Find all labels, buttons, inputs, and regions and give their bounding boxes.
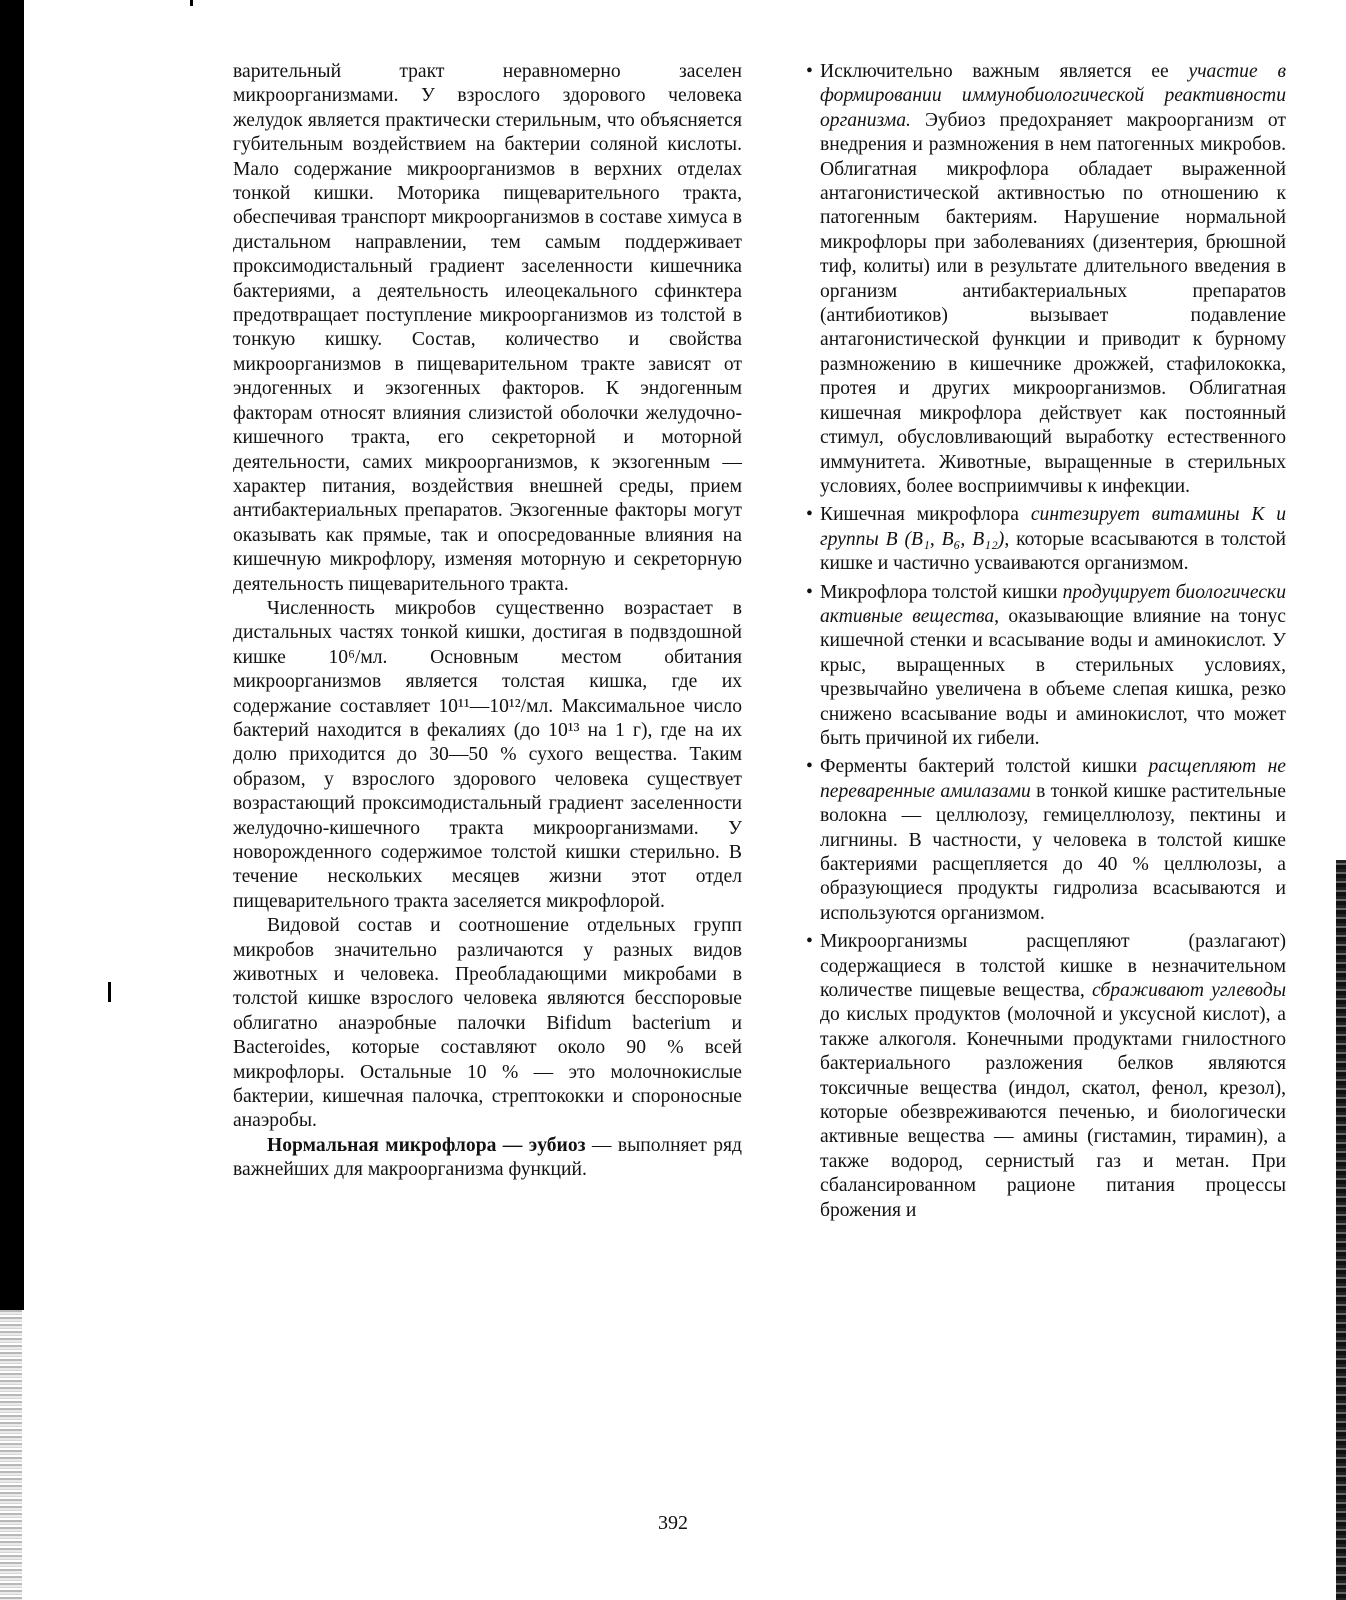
scan-mark-top: [190, 0, 193, 6]
scan-mark-margin: [108, 982, 111, 1002]
list-item-fermentation: • Микроорганизмы расщепляют (разлагают) содержащиеся в толстой кишке в незначительном количестве пищевые вещества, сбраживают углеводы до кислых продуктов (молочной и уксусной кислот), а также алкоголя. Конечными продуктами гнилостного бактериального разложения белков являются токсичные вещества (индол, скатол, фенол, крезол), которые обезвреживаются печенью, и биологически активные вещества — амины (гистамин, тирамин), а также водород, сернистый газ и метан. При сбалансированном рационе питания процессы брожения и: [806, 931, 1286, 1221]
bullet-icon: •: [806, 61, 813, 82]
scan-edge-right: [1336, 860, 1346, 1600]
emphasis: синтезирует витамины К и группы В (В₁, В₆, В₁₂): [820, 504, 1286, 550]
paragraph-microbe-count: Численность микробов существенно возрастает в дистальных частях тонкой кишки, достигая в подвздошной кишке 10⁶/мл. Основным местом обитания микроорганизмов является толстая кишка, где их содержание составляет 10¹¹—10¹²/мл. Максимальное число бактерий находится в фекалиях (до 10¹³ на 1 г), где на их долю приходится до 30—50 % сухого вещества. Таким образом, у взрослого здорового человека существует возрастающий проксимодистальный градиент заселенности желудочно-кишечного тракта микроорганизмами. У новорожденного содержимое толстой кишки стерильно. В течение нескольких месяцев жизни этот отдел пищеварительного тракта заселяется микрофлорой.: [233, 597, 742, 912]
bullet-icon: •: [806, 931, 813, 953]
emphasis: сбраживают углеводы: [1091, 980, 1286, 1002]
emphasis: продуцирует биологически активные вещества: [820, 581, 1286, 627]
list-item-enzymes: • Ферменты бактерий толстой кишки расщепляют не переваренные амилазами в тонкой кишке растительные волокна — целлюлозу, гемицеллюлозу, пектины и лигнины. В частности, у человека в толстой кишке бактериями расщепляется до 40 % целлюлозы, а образующиеся продукты гидролиза всасываются и используются организмом.: [806, 756, 1286, 924]
list-item-active-substances: • Микрофлора толстой кишки продуцирует биологически активные вещества, оказывающие влияние на тонус кишечной стенки и всасывание воды и аминокислот. У крыс, выращенных в стерильных условиях, чрезвычайно увеличена в объеме слепая кишка, резко снижено всасывание воды и аминокислот, что может быть причиной их гибели.: [806, 581, 1286, 749]
page-number: 392: [658, 1512, 688, 1534]
emphasis: участие в формировании иммунобиологической реактивности организма.: [820, 61, 1286, 131]
paragraph-eubiosis: [233, 1134, 742, 1183]
list-item-immunity: • Исключительно важным является ее участие в формировании иммунобиологической реактивности организма. Эубиоз предохраняет макроорганизм от внедрения и размножения в нем патогенных микробов. Облигатная микрофлора обладает выраженной антагонистической активностью по отношению к патогенным бактериям. Нарушение нормальной микрофлоры при заболеваниях (дизентерия, брюшной тиф, колиты) или в результате длительного введения в организм антибактериальных препаратов (антибиотиков) вызывает подавление антагонистической функции и приводит к бурному размножению в кишечнике дрожжей, стафилококка, протея и других микроорганизмов. Облигатная кишечная микрофлора действует как постоянный стимул, обусловливающий выработку естественного иммунитета. Животные, выращенные в стерильных условиях, более восприимчивы к инфекции.: [806, 61, 1286, 497]
paragraph-continuation: варительный тракт неравномерно заселен микроорганизмами. У взрослого здорового человека желудок является практически стерильным, что объясняется губительным воздействием на бактерии соляной кислоты. Мало содержание микроорганизмов в верхних отделах тонкой кишки. Моторика пищеварительного тракта, обеспечивая транспорт микроорганизмов в составе химуса в дистальном направлении, тем самым поддерживает проксимодистальный градиент заселенности кишечника бактериями, а деятельность илеоцекального сфинктера предотвращает поступление микроорганизмов из толстой в тонкую кишку. Состав, количество и свойства микроорганизмов в пищеварительном тракте зависят от эндогенных и экзогенных факторов. К эндогенным факторам относят влияния слизистой оболочки желудочно-кишечного тракта, его секреторной и моторной деятельности, самих микроорганизмов, к экзогенным — характер питания, воздействия внешней среды, прием антибактериальных препаратов. Экзогенные факторы могут оказывать как прямые, так и опосредованные влияния на кишечную микрофлору, изменяя моторную и секреторную деятельность пищеварительного тракта.: [233, 61, 742, 595]
list-item-vitamins: • Кишечная микрофлора синтезирует витамины К и группы В (В₁, В₆, В₁₂), которые всасываются в толстой кишке и частично усваиваются организмом.: [806, 504, 1286, 575]
scan-edge-left: [0, 0, 24, 1310]
bullet-icon: •: [806, 756, 813, 778]
eubiosis-heading: Нормальная микрофлора — эубиоз: [267, 1134, 586, 1156]
scan-edge-noise: [0, 1310, 22, 1600]
left-column: [233, 60, 742, 1183]
eubiosis-text: — выполняет ряд важнейших для макроорганизма функций.: [233, 1134, 742, 1181]
right-column: [806, 60, 1286, 1223]
paragraph-species-composition: Видовой состав и соотношение отдельных групп микробов значительно различаются у разных видов животных и человека. Преобладающими микробами в толстой кишке взрослого человека являются бесспоровые облигатно анаэробные палочки Bifidum bacterium и Bacteroides, которые составляют около 90 % всей микрофлоры. Остальные 10 % — это молочнокислые бактерии, кишечная палочка, стрептококки и спороносные анаэробы.: [233, 915, 742, 1132]
bullet-icon: •: [806, 581, 813, 603]
emphasis: расщепляют не переваренные амилазами: [820, 756, 1286, 802]
bullet-icon: •: [806, 504, 813, 526]
